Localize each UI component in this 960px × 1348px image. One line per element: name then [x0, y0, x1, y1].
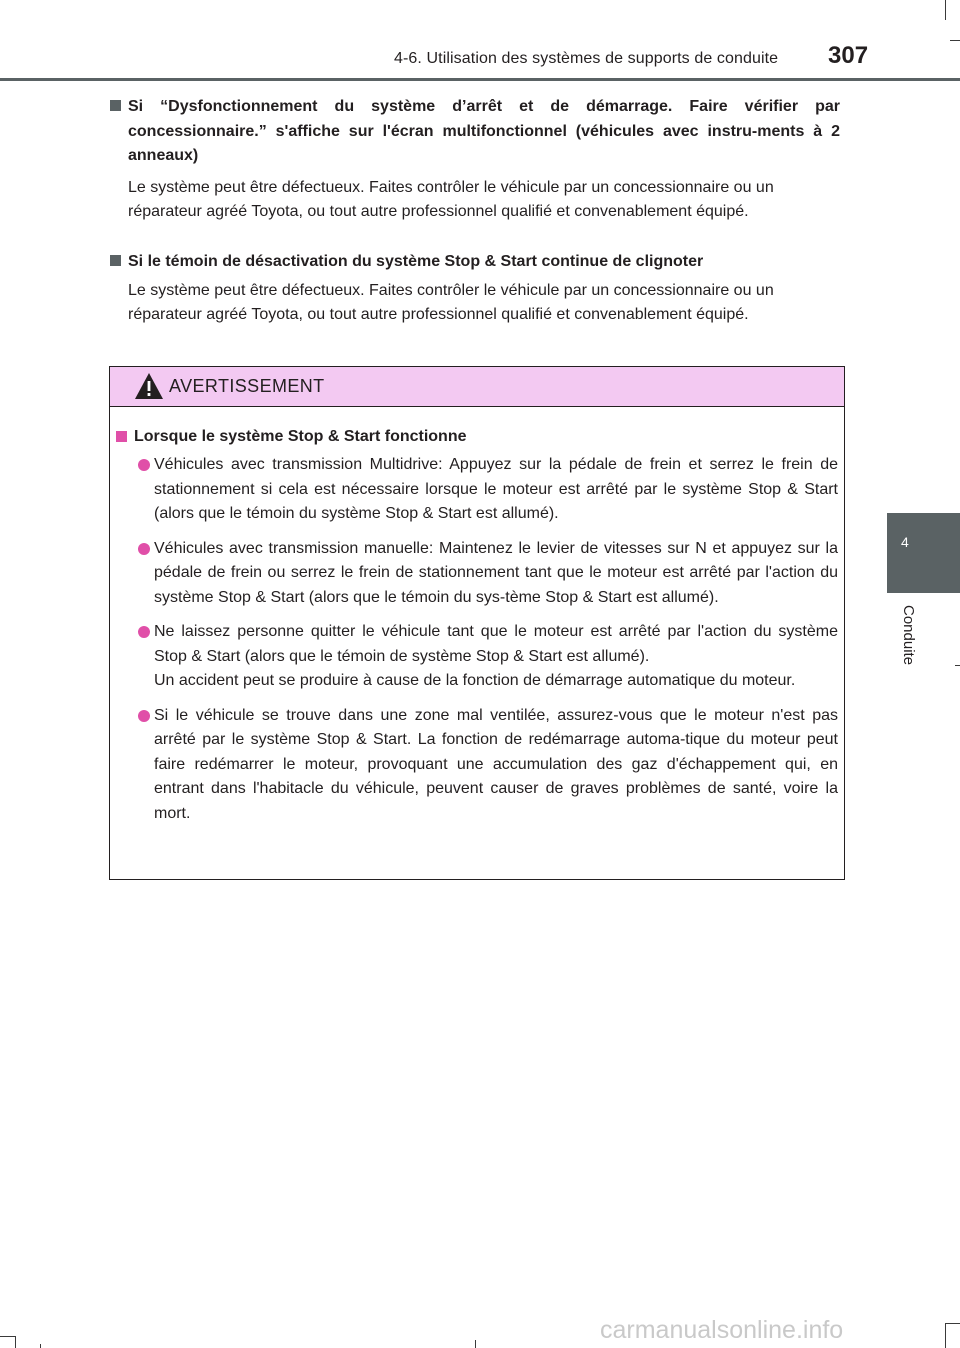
circle-bullet-icon	[138, 459, 150, 471]
crop-mark	[15, 1336, 16, 1348]
section-heading: Si “Dysfonctionnement du système d’arrêt et de démarrage. Faire vérifier par concessionnaire.” s'affiche sur l'écran multifonctionnel (véhicules avec instru-ments à 2 anneaux)	[128, 98, 840, 164]
crop-mark	[945, 0, 946, 20]
crop-mark	[0, 1336, 15, 1337]
list-item	[138, 620, 838, 694]
crop-mark	[40, 1344, 41, 1348]
warning-triangle-icon	[134, 372, 164, 400]
warning-header	[110, 367, 844, 407]
bullet-text: Ne laissez personne quitter le véhicule tant que le moteur est arrêté par l'action du système Stop & Start (alors que le témoin de système Stop & Start est allumé).	[154, 623, 838, 665]
watermark: carmanualsonline.info	[600, 1316, 844, 1344]
section-body: Le système peut être défectueux. Faites contrôler le véhicule par un concessionnaire ou un réparateur agréé Toyota, ou tout autre professionnel qualifié et convenablement équipé.	[128, 178, 774, 220]
circle-bullet-icon	[138, 543, 150, 555]
list-item	[138, 704, 838, 827]
crop-mark	[955, 665, 960, 666]
warning-box	[109, 366, 845, 880]
section-heading: Si le témoin de désactivation du système Stop & Start continue de clignoter	[128, 253, 704, 270]
crop-mark	[945, 1323, 946, 1348]
section-dysfonctionnement	[110, 95, 840, 225]
warning-bullet-list	[138, 453, 838, 836]
bullet-text: Véhicules avec transmission manuelle: Maintenez le levier de vitesses sur N et appuyez sur la pédale de frein ou serrez le frein de stationnement tant que le moteur est arrêté par l'action du système Stop & Start (alors que le témoin du sys-tème Stop & Start est allumé).	[154, 539, 838, 606]
crop-mark	[475, 1340, 476, 1348]
chapter-title: 4-6. Utilisation des systèmes de supports de conduite	[394, 50, 779, 67]
chapter-tab-number: 4	[901, 534, 909, 550]
circle-bullet-icon	[138, 710, 150, 722]
bullet-text-wrapper	[154, 620, 838, 694]
crop-mark	[950, 40, 960, 41]
warning-title: AVERTISSEMENT	[169, 376, 325, 396]
list-item	[138, 537, 838, 611]
chapter-tab[interactable]	[887, 513, 960, 593]
section-body: Le système peut être défectueux. Faites contrôler le véhicule par un concessionnaire ou un réparateur agréé Toyota, ou tout autre professionnel qualifié et convenablement équipé.	[128, 281, 774, 323]
warning-subheading: Lorsque le système Stop & Start fonctionne	[134, 428, 467, 445]
section-temoin-clignote	[110, 250, 840, 328]
square-bullet-icon	[110, 255, 121, 266]
bullet-text: Véhicules avec transmission Multidrive: Appuyez sur la pédale de frein et serrez le frein de stationnement si cela est nécessaire lorsque le moteur est arrêté par le système Stop & Start (alors que le témoin du système Stop & Start est allumé).	[154, 456, 838, 522]
crop-mark	[945, 1323, 960, 1324]
circle-bullet-icon	[138, 626, 150, 638]
square-bullet-icon	[116, 431, 127, 442]
bullet-text: Si le véhicule se trouve dans une zone mal ventilée, assurez-vous que le moteur n'est pas arrêté par le système Stop & Start. La fonction de redémarrage automa-tique du moteur peut faire redémarrer le moteur, provoquant une accumulation des gaz d'échappement qui, en entrant dans l'habitacle du véhicule, peuvent causer de graves problèmes de santé, voire la mort.	[154, 706, 838, 822]
header-rule	[0, 78, 960, 81]
square-bullet-icon	[110, 100, 121, 111]
chapter-tab-label: Conduite	[900, 605, 917, 666]
list-item	[138, 453, 838, 527]
page-number: 307	[828, 42, 869, 69]
bullet-extra-text: Un accident peut se produire à cause de la fonction de démarrage automatique du moteur.	[154, 672, 796, 689]
warning-subsection	[116, 425, 836, 449]
